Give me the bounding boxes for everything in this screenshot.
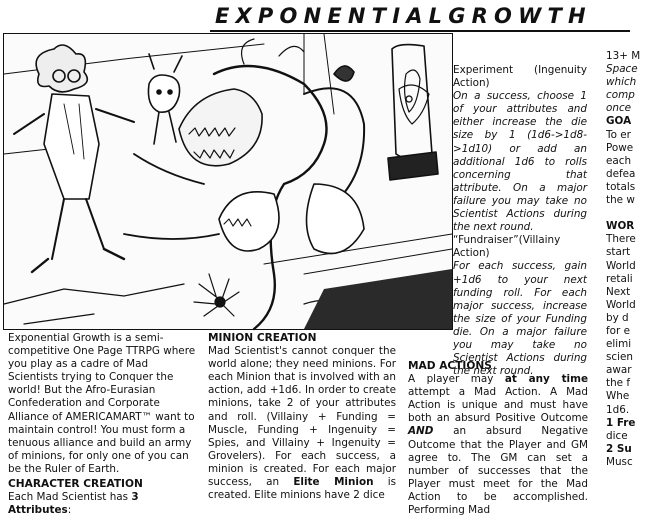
right-edge-line: comp <box>606 89 635 102</box>
right-edge-line: start <box>606 246 631 259</box>
fundraiser-body: For each success, gain +1d6 to your next funding roll. For each major success, increase the size of your Funding die. On a major failure you may take no Scientist Actions during the next round. <box>453 260 587 378</box>
ma-text-1: A player may <box>408 373 505 386</box>
right-edge-line: awar <box>606 364 632 377</box>
page-title: EXPONENTIALGROWTH <box>215 4 592 28</box>
right-edge-line: Powe <box>606 141 634 154</box>
right-edge-line: 13+ M <box>606 50 641 62</box>
small-creature <box>148 54 182 144</box>
right-edge-line: Space <box>606 63 638 76</box>
title-rule <box>210 30 630 32</box>
intro-column <box>8 332 201 517</box>
mad-actions-heading: MAD ACTIONS <box>408 360 492 372</box>
experiment-body: On a success, choose 1 of your attributes and either increase the die size by 1 (1d6->1d8->1d10) or add an additional 1d6 to rolls concerning that attribute. On a major failure you may take no Scientist Actions during the next round. <box>453 90 587 234</box>
right-edge-line: 2 Su <box>606 442 632 455</box>
right-edge-line: defea <box>606 167 636 180</box>
floor-shadow <box>304 269 452 329</box>
specimen-jar <box>388 45 438 180</box>
experiment-heading-left: Experiment <box>453 64 514 76</box>
right-edge-line: for e <box>606 324 630 337</box>
right-edge-line: totals <box>606 180 636 193</box>
right-edge-line: once <box>606 102 632 115</box>
attributes-count: 3 Attributes <box>8 491 139 517</box>
minion-body-b: is created. Elite minions have 2 dice <box>208 476 396 502</box>
character-creation-heading: CHARACTER CREATION <box>8 478 143 491</box>
right-edge-line: which <box>606 76 637 89</box>
cc-text: Each Mad Scientist has <box>8 491 132 504</box>
fundraiser-heading: “Fundraiser”(Villainy Action) <box>453 234 561 260</box>
right-edge-line: World <box>606 259 636 272</box>
minion-creation-column <box>208 332 396 502</box>
character-creation-line <box>8 491 201 517</box>
minion-body-a: Mad Scientist's cannot conquer the world alone; they need minions. For each Minion that is involved with an action, add +1d6. In order to create minions, take 2 of your attributes and roll. (Villainy + Funding = Muscle, Funding + Ingenuity = Spies, and Villainy + Ingenuity = Grovelers). For each success, a minion is created. For each major success, an <box>208 345 396 489</box>
ma-text-2: attempt a Mad Action. A Mad Action is unique and must have both an absurd Positive Outcome <box>408 386 588 425</box>
right-edge-line: scien <box>606 351 633 364</box>
right-edge-line: To er <box>606 128 631 141</box>
right-edge-column <box>606 50 646 469</box>
right-edge-line: the w <box>606 194 635 207</box>
right-edge-line: 1d6. <box>606 403 630 416</box>
elite-minion-term: Elite Minion <box>293 476 374 489</box>
mad-actions-body <box>408 373 588 517</box>
right-edge-line: retali <box>606 272 633 285</box>
minion-creation-heading: MINION CREATION <box>208 332 317 344</box>
right-edge-line <box>606 207 646 220</box>
right-edge-line: WOR <box>606 220 635 233</box>
ma-and: AND <box>408 425 434 438</box>
right-edge-line: Next <box>606 285 631 298</box>
right-edge-line: elimi <box>606 338 632 351</box>
experiment-heading-right: (Ingenuity <box>534 64 587 76</box>
right-edge-line: by d <box>606 311 629 324</box>
right-edge-line: There <box>606 233 636 246</box>
ma-any-time: at any time <box>504 373 588 386</box>
right-edge-line: the f <box>606 377 631 390</box>
mad-scientist <box>14 45 134 272</box>
right-edge-line: dice <box>606 429 628 442</box>
ma-text-3: an absurd Negative Outcome that the Player and GM agree to. The GM can set a number of successes that the Player must meet for the Mad Action to be accomplished. Performing Mad <box>408 425 588 517</box>
experiment-heading <box>453 64 587 77</box>
mad-actions-column <box>408 360 588 517</box>
right-edge-line: 1 Fre <box>606 416 636 429</box>
intro-paragraph <box>8 332 201 476</box>
cc-colon: : <box>67 504 72 517</box>
comic-illustration <box>3 33 453 330</box>
right-edge-line: World <box>606 298 636 311</box>
intro-text: is a semi-competitive One Page TTRPG where you play as a cadre of Mad Scientists trying to Conquer the world! But the Afro-Eurasian Confederation and Corporate Alliance of AMERICAMART™ want to maintain control! You must form a tenuous alliance and build an army of minions, for only one of you can be the Ruler of Earth. <box>8 332 196 475</box>
right-edge-line: GOA <box>606 115 632 128</box>
minion-creation-body <box>208 345 396 502</box>
right-edge-line: Whe <box>606 390 630 403</box>
experiment-heading-line2: Action) <box>453 77 490 90</box>
right-edge-line: Musc <box>606 455 633 468</box>
right-edge-line: each <box>606 154 632 167</box>
game-name: Exponential Growth <box>8 332 111 344</box>
energy-burst <box>194 274 239 316</box>
experiment-section <box>453 64 587 378</box>
